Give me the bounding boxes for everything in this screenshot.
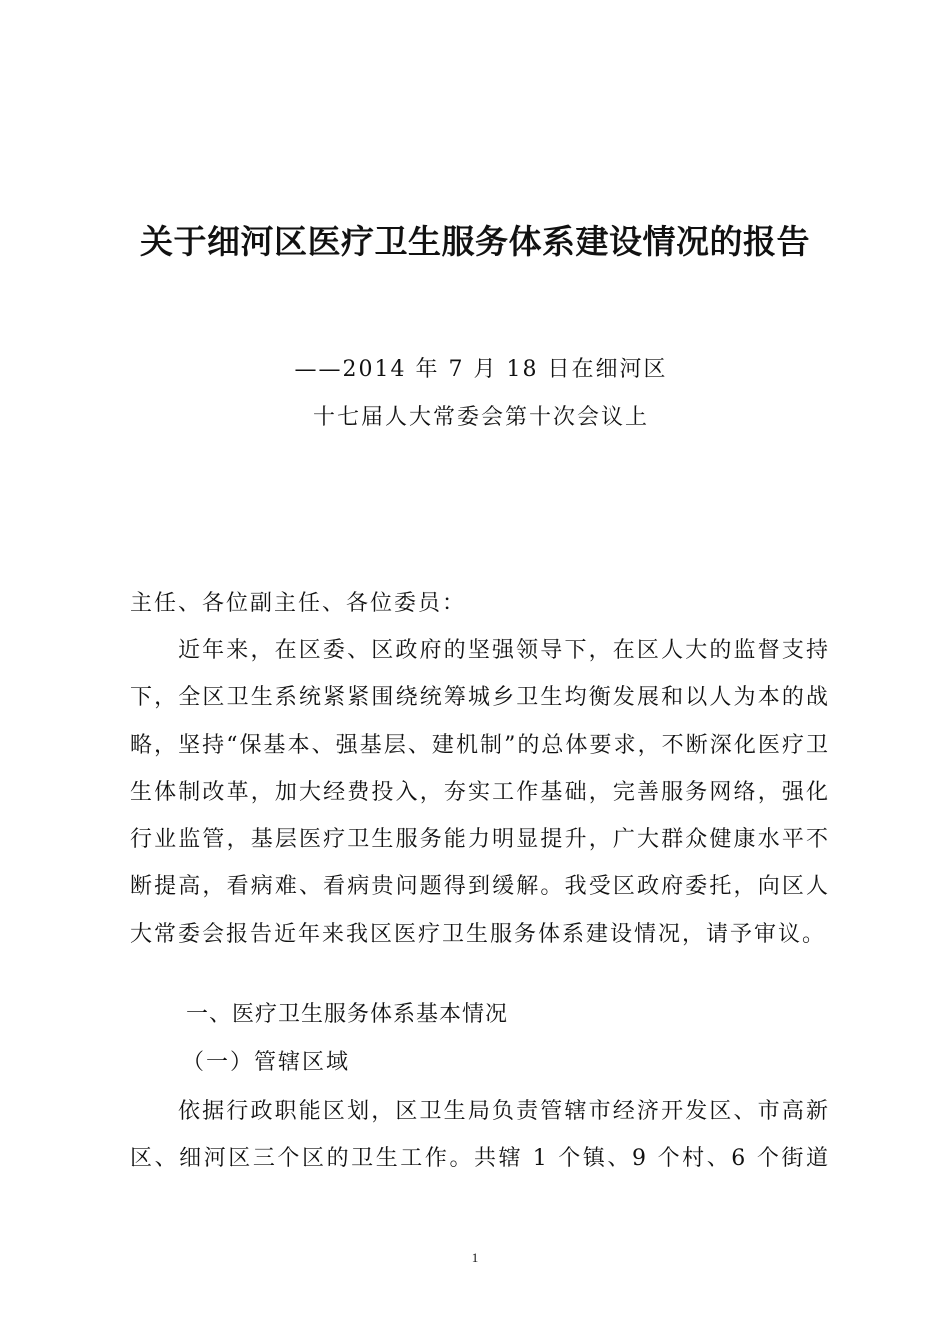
intro-paragraph: 近年来，在区委、区政府的坚强领导下，在区人大的监督支持下，全区卫生系统紧紧围绕统筹城乡卫生均衡发展和以人为本的战略，坚持“保基本、强基层、建机制”的总体要求，不断深化医疗卫生体制改革，加大经费投入，夯实工作基础，完善服务网络，强化行业监管，基层医疗卫生服务能力明显提升，广大群众健康水平不断提高，看病难、看病贵问题得到缓解。我受区政府委托，向区人大常委会报告近年来我区医疗卫生服务体系建设情况，请予审议。 [130,638,830,947]
subtitle-meeting-line: 十七届人大常委会第十次会议上 [312,405,649,430]
subtitle-date-line: ——2014 年 7 月 18 日在细河区 [294,357,668,382]
document-title: 关于细河区医疗卫生服务体系建设情况的报告 [140,222,810,261]
section-heading: 一、医疗卫生服务体系基本情况 [186,1002,509,1027]
subsection-heading: （一）管辖区域 [182,1050,351,1075]
jurisdiction-paragraph: 依据行政职能区划，区卫生局负责管辖市经济开发区、市高新区、细河区三个区的卫生工作。共辖 1 个镇、9 个村、6 个街道 [130,1099,830,1172]
page-number: 1 [471,1250,479,1265]
salutation: 主任、各位副主任、各位委员： [130,591,467,616]
